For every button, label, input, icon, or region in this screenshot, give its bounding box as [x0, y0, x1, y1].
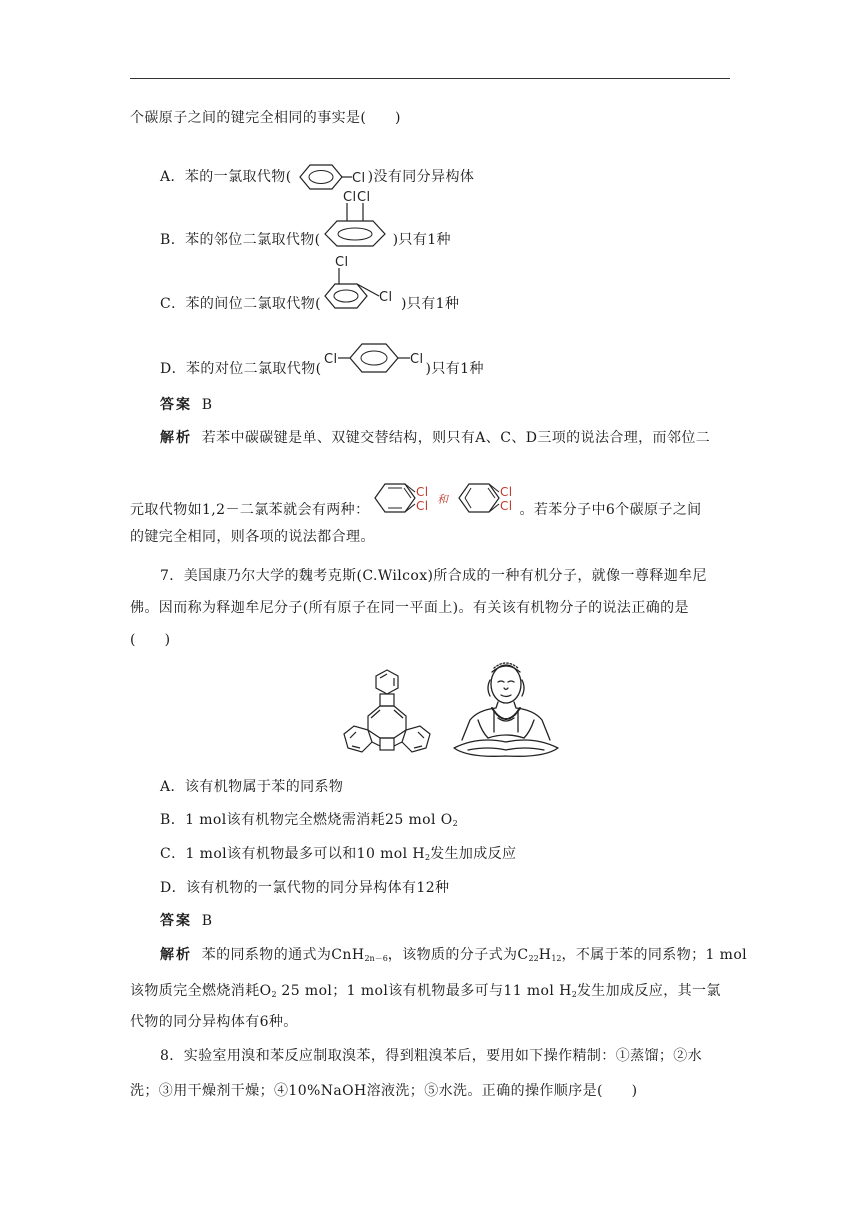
svg-text:Cl: Cl	[409, 352, 423, 367]
q7-stem-line2: 佛。因而称为释迦牟尼分子(所有原子在同一平面上)。有关该有机物分子的说法正确的是	[130, 600, 689, 616]
q6-answer: 答案 B	[160, 397, 213, 413]
svg-text:Cl: Cl	[500, 485, 513, 499]
q7-analysis-line1: 解析 苯的同系物的通式为CnH$_{2n-6}$，该物质的分子式为$C_{22}H_{12}$，不属于苯的同系物；1 mol	[160, 947, 748, 963]
q6-analysis-line3: 的键完全相同，则各项的说法都合理。	[130, 529, 375, 545]
q7-option-d: D．该有机物的一氯代物的同分异构体有12种	[160, 880, 450, 896]
para-dichlorobenzene-structure	[322, 340, 426, 384]
svg-text:Cl: Cl	[356, 190, 371, 205]
q6-option-c: C．苯的间位二氯取代物( Cl Cl )只有1种	[160, 255, 460, 312]
q6-stem: 个碳原子之间的键完全相同的事实是( )	[130, 110, 401, 126]
q8-stem-line1: 8．实验室用溴和苯反应制取溴苯，得到粗溴苯后，要用如下操作精制：①蒸馏；②水	[160, 1048, 703, 1064]
buddha-drawing	[448, 658, 564, 762]
svg-text:Cl: Cl	[378, 290, 393, 305]
ortho-dichlorobenzene-structure	[321, 188, 393, 250]
q7-option-c: C．1 mol该有机物最多可以和10 mol $H_2$发生加成反应	[160, 846, 517, 862]
q7-option-a: A．该有机物属于苯的同系物	[160, 779, 344, 795]
header-rule	[130, 78, 730, 79]
q7-answer: 答案 B	[160, 913, 213, 929]
q6-option-a: A．苯的一氯取代物( Cl )没有同分异构体	[160, 160, 474, 194]
q7-stem-line1: 7．美国康乃尔大学的魏考克斯(C.Wilcox)所合成的一种有机分子，就像一尊释迦牟尼	[160, 568, 707, 584]
q7-option-b: B．1 mol该有机物完全燃烧需消耗25 mol $O_2$	[160, 812, 458, 828]
svg-text:Cl: Cl	[351, 171, 366, 186]
q8-stem-line2: 洗；③用干燥剂干燥；④10%NaOH溶液洗；⑤水洗。正确的操作顺序是( )	[130, 1083, 638, 1099]
meta-dichlorobenzene-structure	[321, 254, 401, 314]
svg-text:Cl: Cl	[416, 485, 429, 499]
q7-analysis-line2: 该物质完全燃烧消耗$O_2$ 25 mol；1 mol该有机物最多可与11 mol $H_2$发生加成反应，其一氯	[130, 983, 721, 999]
svg-text:Cl: Cl	[500, 499, 513, 513]
svg-text:Cl: Cl	[323, 352, 337, 367]
shakyamuni-molecule-figure	[336, 668, 438, 760]
svg-text:Cl: Cl	[334, 255, 349, 270]
q7-stem-line3: ( )	[130, 632, 171, 648]
q7-analysis-line3: 代物的同分异构体有6种。	[130, 1014, 298, 1030]
q6-option-b: B．苯的邻位二氯取代物( Cl Cl )只有1种	[160, 190, 451, 248]
svg-text:Cl: Cl	[416, 499, 429, 513]
q6-option-d: D．苯的对位二氯取代物( Cl Cl )只有1种	[160, 354, 484, 384]
svg-text:Cl: Cl	[342, 190, 357, 205]
q6-analysis-line1: 解析 若苯中碳碳键是单、双键交替结构，则只有A、C、D三项的说法合理，而邻位二	[160, 430, 711, 446]
svg-text:和: 和	[437, 493, 449, 506]
dichloro-isomers-figure	[369, 474, 519, 522]
q6-analysis-line2: 元取代物如1,2－二氯苯就会有两种： Cl Cl 和 Cl Cl 。若苯分子中6个碳原子之间	[130, 498, 702, 522]
